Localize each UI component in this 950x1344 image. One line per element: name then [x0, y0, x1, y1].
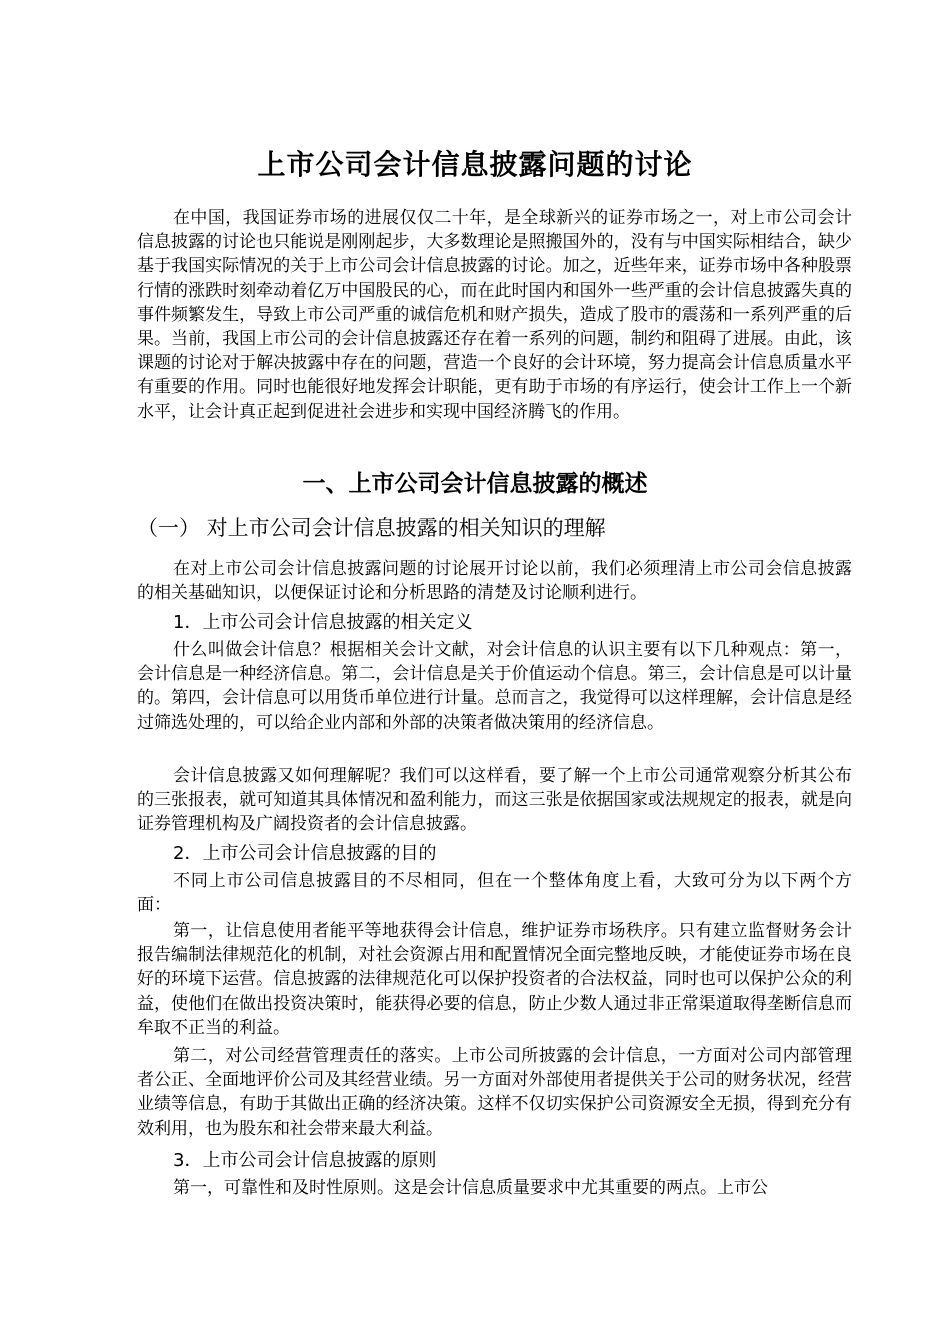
principles-paragraph-1: 第一，可靠性和及时性原则。这是会计信息质量要求中尤其重要的两点。上市公 — [173, 1178, 768, 1198]
section-heading: 一、上市公司会计信息披露的概述 — [302, 471, 648, 497]
item-heading-principles: 3．上市公司会计信息披露的原则 — [173, 1150, 437, 1171]
purpose-paragraph-1: 不同上市公司信息披露目的不尽相同，但在一个整体角度上看，大致可分为以下两个方面： — [137, 871, 852, 916]
subsection-heading: （一） 对上市公司会计信息披露的相关知识的理解 — [137, 516, 606, 540]
item-heading-definition: 1．上市公司会计信息披露的相关定义 — [173, 612, 473, 633]
intro-paragraph: 在中国，我国证券市场的进展仅仅二十年，是全球新兴的证券市场之一，对上市公司会计信息披露的讨论也只能说是刚刚起步，大多数理论是照搬国外的，没有与中国实际相结合，缺少基于我国实际情况的关于上市公司会计信息披露的讨论。加之，近些年来，证券市场中各种股票行情的涨跌时刻牵动着亿万中国股民的心，而在此时国内和国外一些严重的会计信息披露失真的事件频繁发生，导致上市公司严重的诚信危机和财产损失，造成了股市的震荡和一系列严重的后果。当前，我国上市公司的会计信息披露还存在着一系列的问题，制约和阻碍了进展。由此，该课题的讨论对于解决披露中存在的问题，营造一个良好的会计环境，努力提高会计信息质量水平有重要的作用。同时也能很好地发挥会计职能，更有助于市场的有序运行，使会计工作上一个新水平，让会计真正起到促进社会进步和实现中国经济腾飞的作用。 — [137, 208, 852, 422]
purpose-paragraph-3: 第二，对公司经营管理责任的落实。上市公司所披露的会计信息，一方面对公司内部管理者公正、全面地评价公司及其经营业绩。另一方面对外部使用者提供关于公司的财务状况，经营业绩等信息，有助于其做出正确的经济决策。这样不仅切实保护公司资源安全无损，得到充分有效利用，也为股东和社会带来最大利益。 — [137, 1046, 852, 1139]
definition-paragraph-1: 什么叫做会计信息？根据相关会计文献，对会计信息的认识主要有以下几种观点：第一，会计信息是一种经济信息。第二，会计信息是关于价值运动个信息。第三，会计信息是可以计量的。第四，会计信息可以用货币单位进行计量。总而言之，我觉得可以这样理解，会计信息是经过筛选处理的，可以给企业内部和外部的决策者做决策用的经济信息。 — [137, 640, 852, 733]
definition-paragraph-2: 会计信息披露又如何理解呢？我们可以这样看，要了解一个上市公司通常观察分析其公布的三张报表，就可知道其具体情况和盈利能力，而这三张是依据国家或法规规定的报表，就是向证券管理机构及广阔投资者的会计信息披露。 — [137, 766, 852, 835]
subsection-intro-paragraph: 在对上市公司会计信息披露问题的讨论展开讨论以前，我们必须理清上市公司会信息披露的相关基础知识，以便保证讨论和分析思路的清楚及讨论顺利进行。 — [137, 559, 852, 604]
item-heading-purpose: 2．上市公司会计信息披露的目的 — [173, 843, 437, 864]
purpose-paragraph-2: 第一，让信息使用者能平等地获得会计信息，维护证券市场秩序。只有建立监督财务会计报告编制法律规范化的机制，对社会资源占用和配置情况全面完整地反映，才能使证券市场在良好的环境下运营。信息披露的法律规范化可以保护投资者的合法权益，同时也可以保护公众的利益，使他们在做出投资决策时，能获得必要的信息，防止少数人通过非正常渠道取得垄断信息而牟取不正当的利益。 — [137, 921, 852, 1038]
page-title: 上市公司会计信息披露问题的讨论 — [257, 148, 693, 181]
